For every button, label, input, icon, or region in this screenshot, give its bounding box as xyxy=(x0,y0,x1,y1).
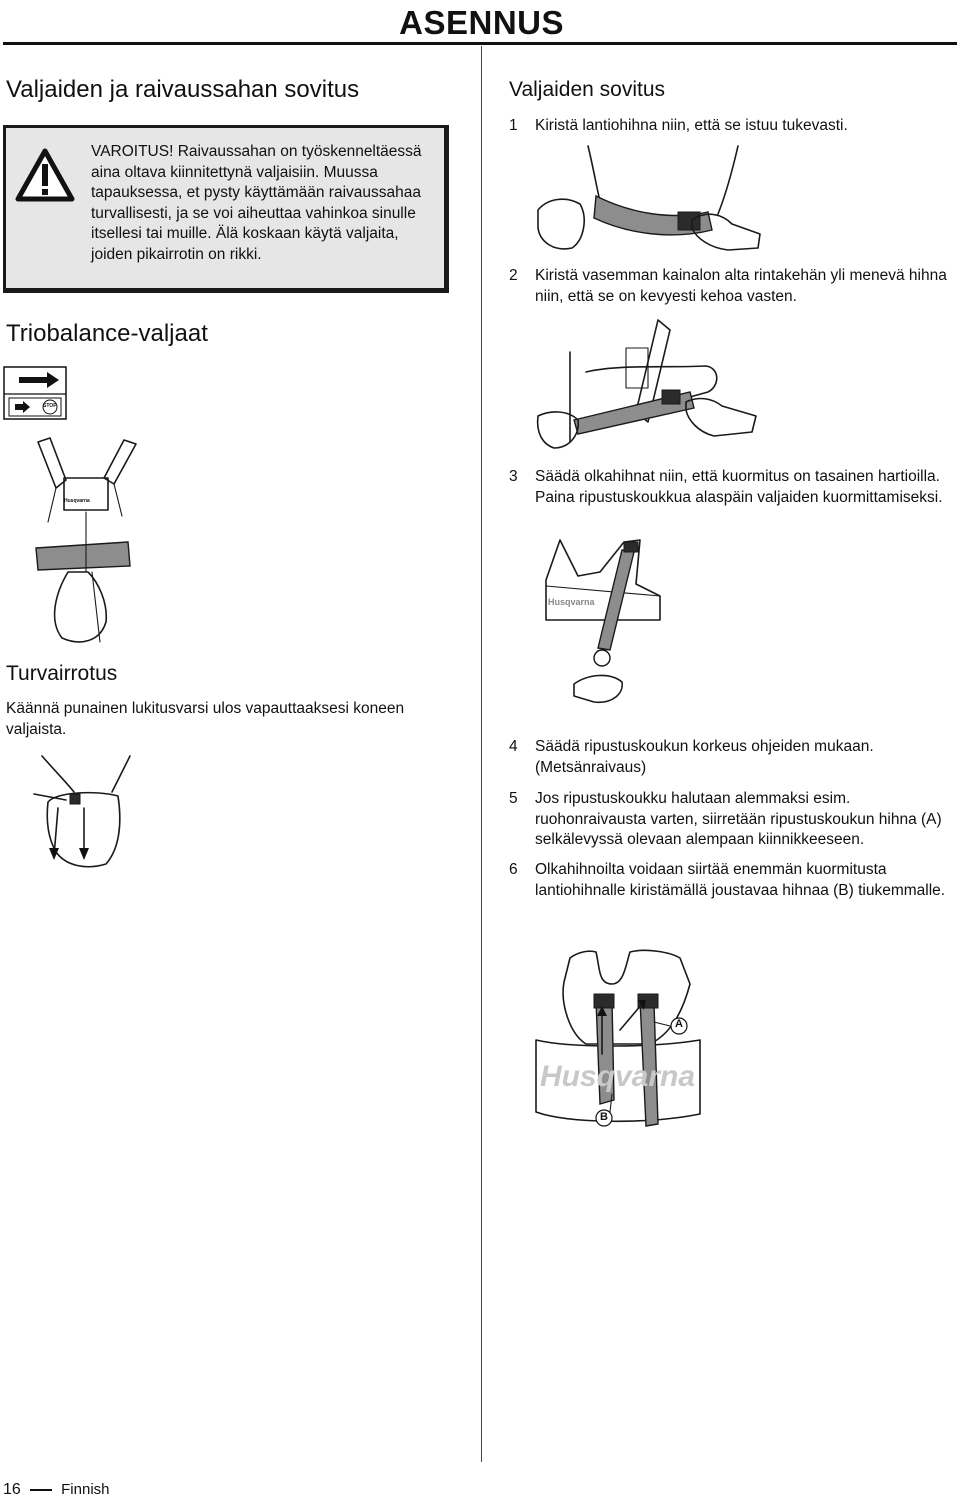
step-text: Kiristä vasemman kainalon alta rintakehän yli menevä hihna niin, että se on kevyesti kehoa vasten. xyxy=(535,267,947,305)
section-title-triobalance: Triobalance-valjaat xyxy=(6,320,208,347)
waist-strap-illustration xyxy=(532,140,772,256)
step-text: Säädä olkahihnat niin, että kuormitus on tasainen hartioilla. Paina ripustuskoukkua alaspäin valjaiden kuormittamiseksi. xyxy=(535,468,943,506)
quick-release-illustration xyxy=(26,752,146,872)
section-title-adjustment: Valjaiden sovitus xyxy=(509,78,666,101)
step-text: Säädä ripustuskoukun korkeus ohjeiden mukaan. (Metsänraivaus) xyxy=(535,738,874,776)
step-number: 6 xyxy=(509,861,518,878)
stop-symbol-label: STOP xyxy=(43,403,57,409)
column-divider xyxy=(481,46,482,1462)
header-rule xyxy=(3,42,957,45)
label-a: A xyxy=(675,1018,683,1030)
shoulder-strap-illustration xyxy=(540,536,670,708)
step-text: Olkahihnoilta voidaan siirtää enemmän kuormitusta lantiohihnalle kiristämällä joustavaa hihnaa (B) tiukemmalle. xyxy=(535,861,946,899)
arrow-stop-symbol-icon xyxy=(3,366,67,420)
page-number: 16 xyxy=(3,1481,21,1498)
brand-label-large: Husqvarna xyxy=(540,1060,696,1093)
step-number: 1 xyxy=(509,117,518,134)
section-title-release: Turvairrotus xyxy=(6,662,118,685)
page-footer xyxy=(3,1481,110,1499)
section-title-fitting: Valjaiden ja raivaussahan sovitus xyxy=(6,76,360,103)
step-text: Jos ripustuskoukku halutaan alemmaksi esim. ruohonraivausta varten, siirretään ripustuskoukun hihna (A) selkälevyssä olevaan alempaan kiinnikkeeseen. xyxy=(535,790,942,848)
step-text: Kiristä lantiohihna niin, että se istuu tukevasti. xyxy=(535,117,848,134)
footer-language: Finnish xyxy=(61,1481,110,1498)
step-number: 3 xyxy=(509,468,518,485)
harness-brand-label: Husqvarna xyxy=(64,498,90,504)
warning-box xyxy=(3,125,449,293)
chest-strap-illustration xyxy=(530,312,766,452)
label-b: B xyxy=(600,1111,608,1123)
warning-text: VAROITUS! Raivaussahan on työskenneltäessä aina oltava kiinnitettynä valjaisiin. Muussa tapauksessa, et pysty käyttämään raivaussahaa turvallisesti, ja se voi aiheuttaa vahinkoa sinulle itsellesi tai muille. Älä koskaan käytä valjaita, joiden pikairrotin on rikki. xyxy=(91,143,422,263)
step-number: 2 xyxy=(509,267,518,284)
harness-illustration xyxy=(28,432,148,647)
footer-dash xyxy=(30,1489,52,1491)
warning-triangle-icon xyxy=(15,148,75,202)
step-number: 4 xyxy=(509,738,518,755)
step-number: 5 xyxy=(509,790,518,807)
release-text: Käännä punainen lukitusvarsi ulos vapauttaaksesi koneen valjaista. xyxy=(6,700,405,738)
back-plate-illustration xyxy=(530,944,710,1136)
brand-label-small: Husqvarna xyxy=(548,597,595,607)
page-header-title: ASENNUS xyxy=(399,4,564,41)
